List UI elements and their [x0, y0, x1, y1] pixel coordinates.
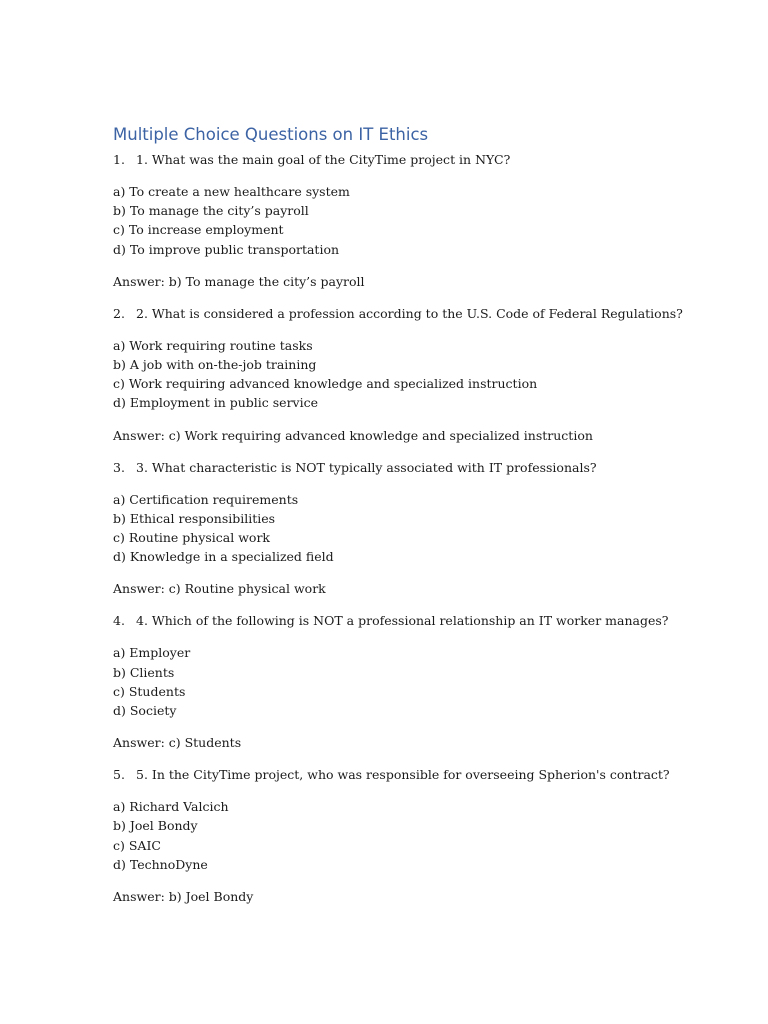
answer-option: b) To manage the city’s payroll	[113, 203, 309, 219]
question-spacer	[113, 291, 713, 304]
question-line	[113, 304, 713, 323]
question-spacer	[113, 445, 713, 458]
question-line	[113, 765, 713, 784]
answer-option: b) Ethical responsibilities	[113, 510, 276, 526]
answer-option: c) Work requiring advanced knowledge and specialized instruction	[113, 376, 538, 392]
question-spacer	[113, 752, 713, 765]
question-number: 5.	[113, 767, 125, 783]
question-block	[113, 458, 713, 599]
option-list	[113, 336, 713, 413]
question-text: 1. What was the main goal of the CityTime project in NYC?	[136, 152, 511, 167]
answer-option: b) Joel Bondy	[113, 818, 198, 834]
question-block	[113, 765, 713, 906]
question-block	[113, 304, 713, 445]
document-page	[113, 124, 713, 906]
answer-option: d) TechnoDyne	[113, 856, 208, 872]
question-number: 4.	[113, 613, 125, 629]
answer-option: d) Society	[113, 703, 177, 719]
question-number: 3.	[113, 459, 125, 475]
answer-option: c) Students	[113, 683, 186, 699]
answer-option: a) Richard Valcich	[113, 799, 229, 815]
option-list	[113, 182, 713, 259]
answer-option: a) Certification requirements	[113, 491, 299, 507]
answer-line: Answer: b) To manage the city’s payroll	[113, 273, 365, 289]
option-list	[113, 490, 713, 567]
question-block	[113, 150, 713, 291]
question-list	[113, 150, 713, 906]
question-text: 4. Which of the following is NOT a professional relationship an IT worker manages?	[136, 613, 669, 629]
answer-option: d) Employment in public service	[113, 395, 319, 411]
document-title: Multiple Choice Questions on IT Ethics	[113, 125, 429, 144]
question-line	[113, 458, 713, 477]
option-list	[113, 643, 713, 720]
answer-option: b) Clients	[113, 664, 175, 680]
answer-line: Answer: b) Joel Bondy	[113, 889, 254, 905]
answer-option: a) To create a new healthcare system	[113, 184, 350, 199]
answer-line: Answer: c) Students	[113, 735, 242, 751]
answer-option: d) To improve public transportation	[113, 241, 340, 257]
question-line	[113, 150, 713, 169]
answer-option: c) SAIC	[113, 837, 161, 853]
answer-option: a) Employer	[113, 645, 191, 661]
question-number: 1.	[113, 152, 125, 167]
answer-option: b) A job with on-the-job training	[113, 357, 317, 373]
answer-option: d) Knowledge in a specialized field	[113, 549, 334, 565]
question-block	[113, 611, 713, 752]
question-spacer	[113, 598, 713, 611]
answer-line: Answer: c) Routine physical work	[113, 581, 326, 597]
question-text: 3. What characteristic is NOT typically associated with IT professionals?	[136, 459, 597, 475]
answer-option: a) Work requiring routine tasks	[113, 337, 313, 353]
question-number: 2.	[113, 305, 125, 321]
option-list	[113, 797, 713, 874]
answer-option: c) Routine physical work	[113, 530, 271, 546]
question-text: 2. What is considered a profession according to the U.S. Code of Federal Regulations?	[136, 305, 683, 321]
question-line	[113, 611, 713, 630]
question-text: 5. In the CityTime project, who was responsible for overseeing Spherion's contract?	[136, 767, 670, 783]
answer-option: c) To increase employment	[113, 222, 284, 238]
answer-line: Answer: c) Work requiring advanced knowledge and specialized instruction	[113, 427, 593, 443]
